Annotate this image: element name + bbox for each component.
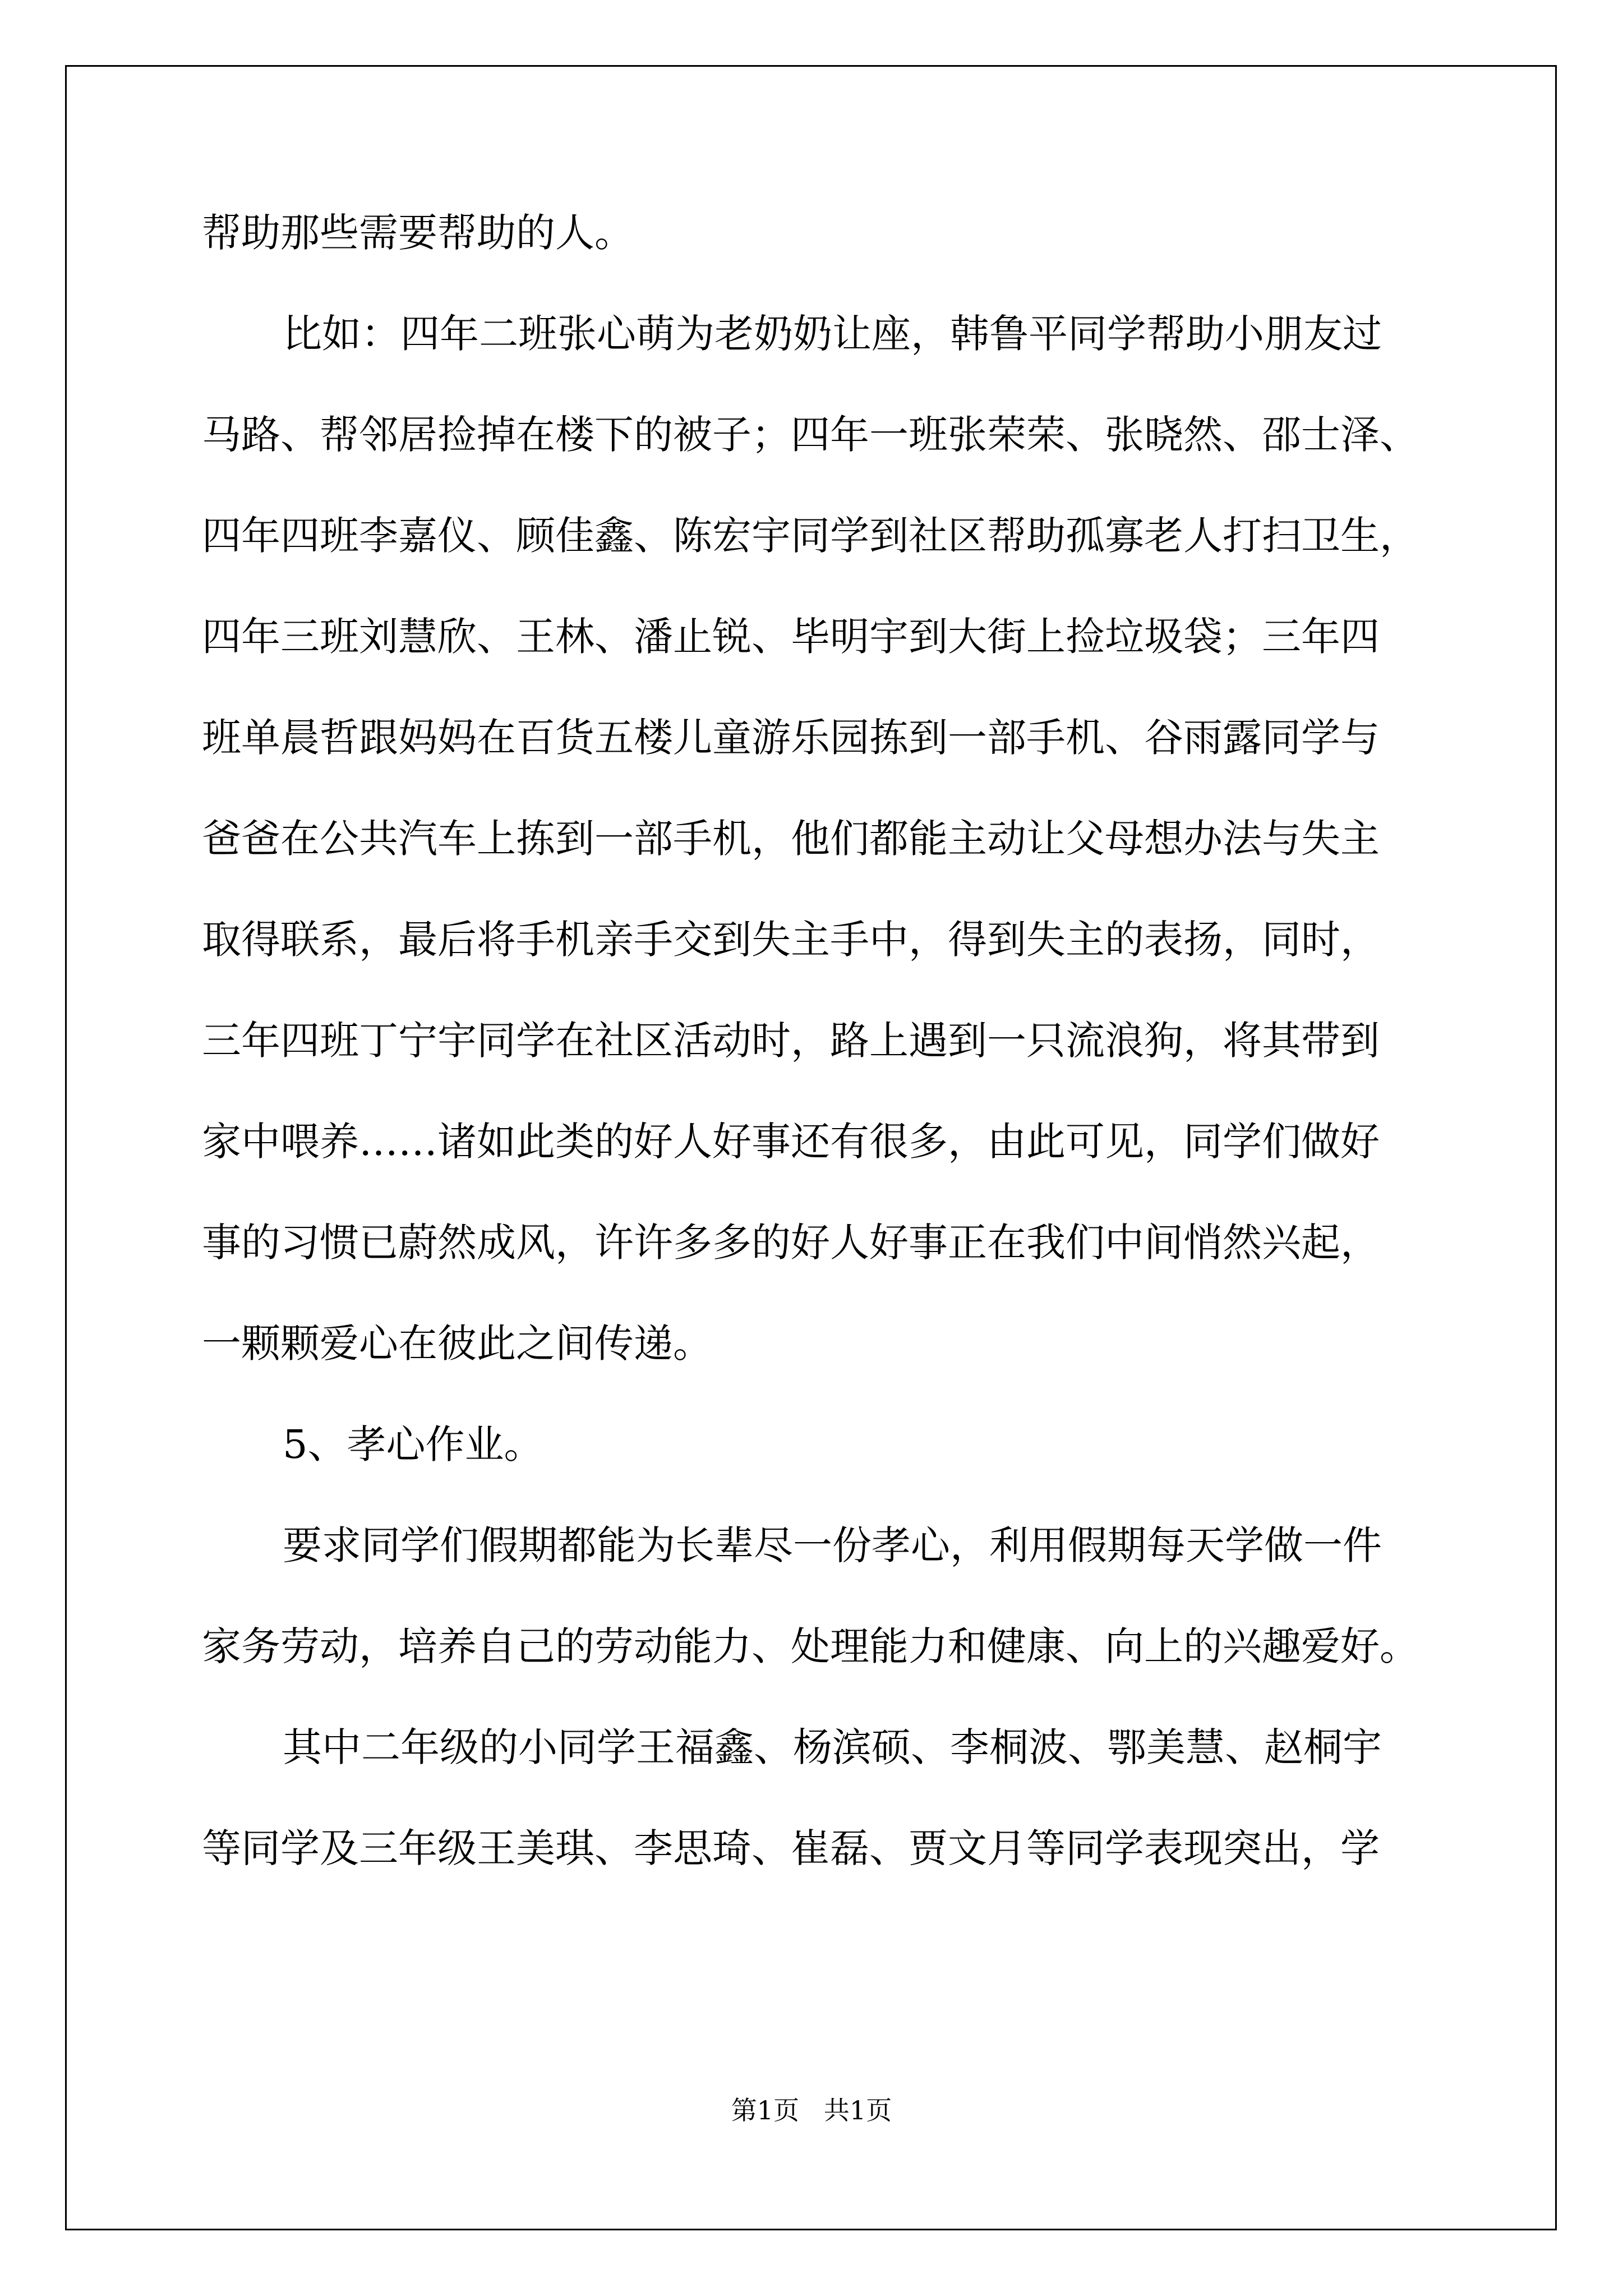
text-line-07: 爸爸在公共汽车上拣到一部手机，他们都能主动让父母想办法与失主 bbox=[202, 816, 1380, 862]
text-line-03: 马路、帮邻居捡掉在楼下的被子；四年一班张荣荣、张晓然、邵士泽、 bbox=[202, 412, 1419, 458]
text-line-02: 比如：四年二班张心萌为老奶奶让座，韩鲁平同学帮助小朋友过 bbox=[283, 311, 1382, 357]
text-line-01: 帮助那些需要帮助的人。 bbox=[202, 210, 634, 256]
text-line-10: 家中喂养……诸如此类的好人好事还有很多，由此可见，同学们做好 bbox=[202, 1119, 1380, 1165]
text-line-15: 家务劳动，培养自己的劳动能力、处理能力和健康、向上的兴趣爱好。 bbox=[202, 1623, 1419, 1669]
text-line-06: 班单晨哲跟妈妈在百货五楼儿童游乐园拣到一部手机、谷雨露同学与 bbox=[202, 715, 1380, 761]
text-line-14: 要求同学们假期都能为长辈尽一份孝心，利用假期每天学做一件 bbox=[283, 1522, 1382, 1568]
page-number-footer: 第1页 共1页 bbox=[731, 2095, 892, 2125]
text-line-16: 其中二年级的小同学王福鑫、杨滨硕、李桐波、鄂美慧、赵桐宇 bbox=[283, 1724, 1382, 1770]
text-line-09: 三年四班丁宁宇同学在社区活动时，路上遇到一只流浪狗，将其带到 bbox=[202, 1018, 1380, 1064]
text-line-17: 等同学及三年级王美琪、李思琦、崔磊、贾文月等同学表现突出，学 bbox=[202, 1825, 1380, 1871]
text-line-13-heading: 5、孝心作业。 bbox=[283, 1421, 543, 1467]
text-line-08: 取得联系，最后将手机亲手交到失主手中，得到失主的表扬，同时， bbox=[202, 917, 1380, 963]
text-line-12: 一颗颗爱心在彼此之间传递。 bbox=[202, 1320, 712, 1366]
text-line-04: 四年四班李嘉仪、顾佳鑫、陈宏宇同学到社区帮助孤寡老人打扫卫生， bbox=[202, 513, 1419, 559]
text-line-05: 四年三班刘慧欣、王林、潘止锐、毕明宇到大街上捡垃圾袋；三年四 bbox=[202, 614, 1380, 660]
text-line-11: 事的习惯已蔚然成风，许许多多的好人好事正在我们中间悄然兴起， bbox=[202, 1220, 1380, 1266]
